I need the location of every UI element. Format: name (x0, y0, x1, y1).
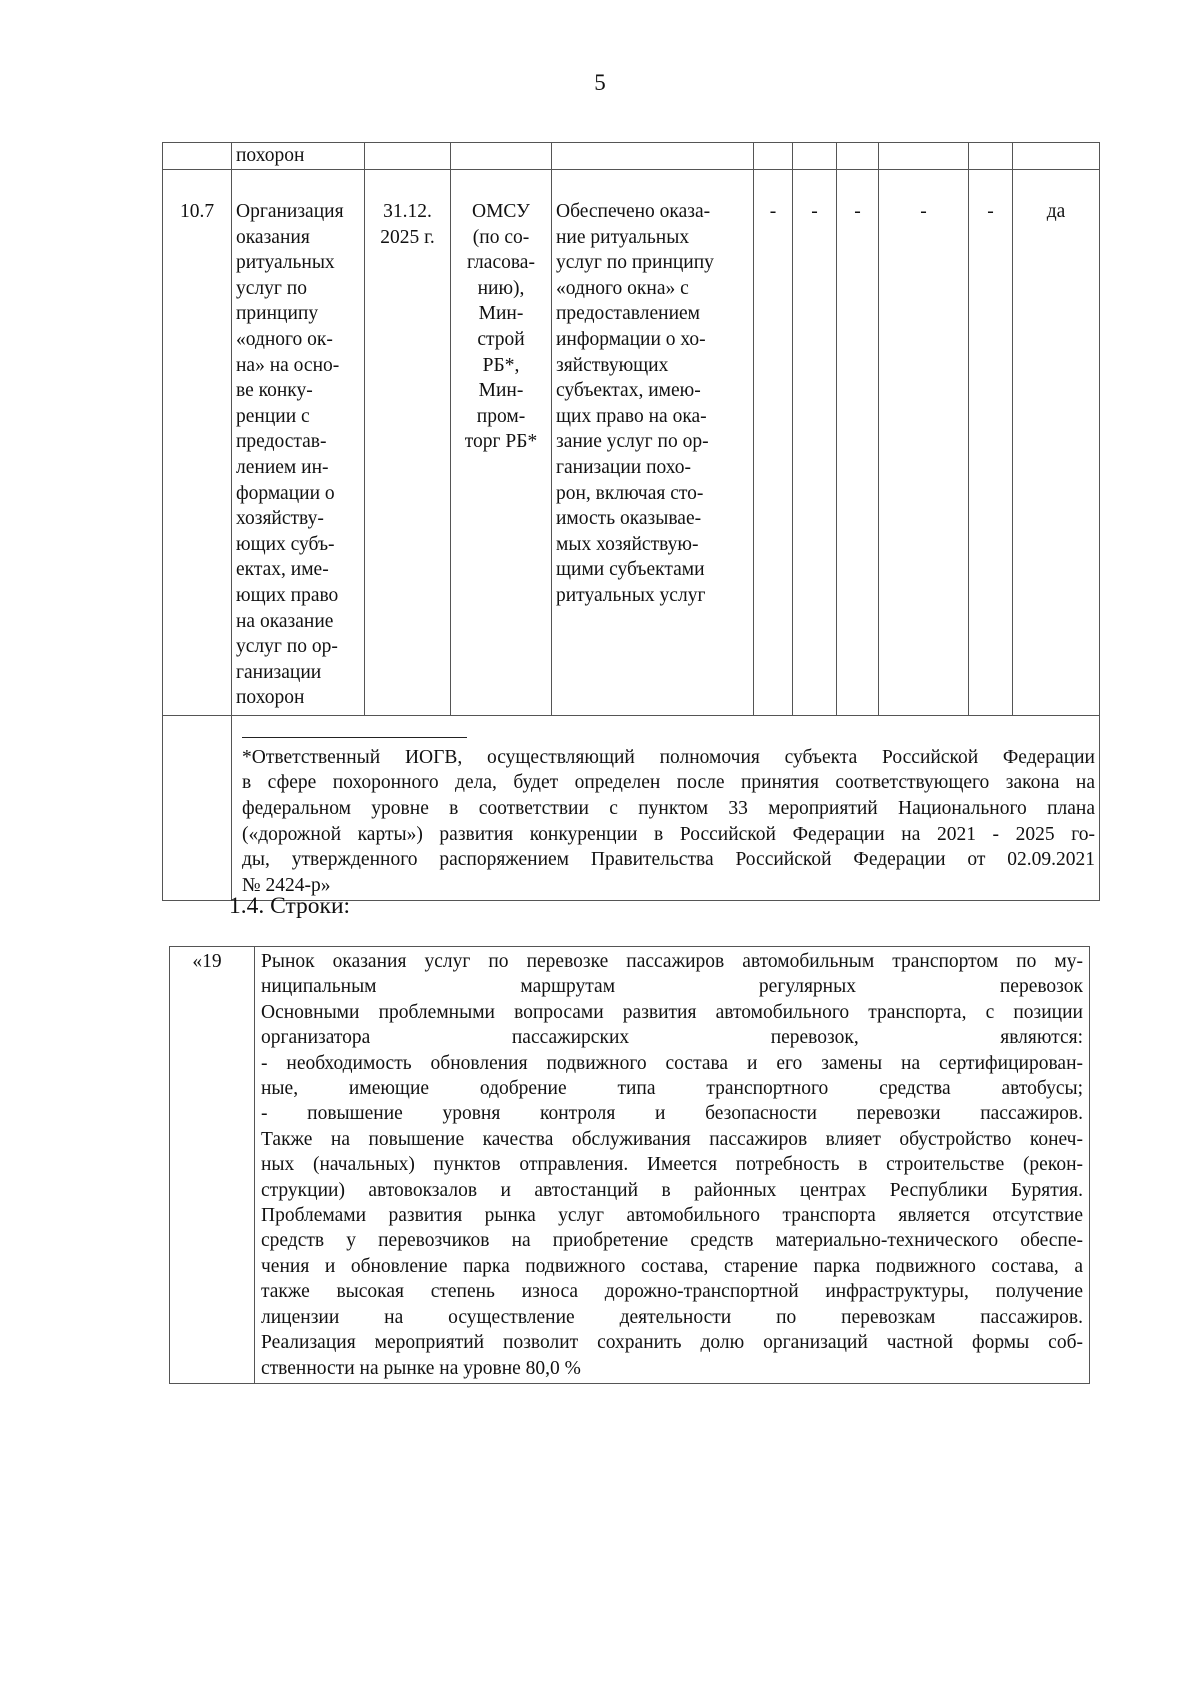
text-line: *Ответственный ИОГВ, осуществляющий полномочия субъекта Российской Федерации (242, 746, 1095, 768)
text-line: Рынок оказания услуг по перевозке пассажиров автомобильным транспортом по му- (261, 951, 1083, 972)
text-line: Основными проблемными вопросами развития автомобильного транспорта, с позиции (261, 1001, 1083, 1023)
text-line: струкции) автовокзалов и автостанций в районных центрах Республики Бурятия. (261, 1179, 1083, 1201)
text-line: («дорожной карты») развития конкуренции в Российской Федерации на 2021 - 2025 го- (242, 823, 1095, 845)
text-line: лением ин- (236, 456, 329, 478)
text-line: информации о хо- (556, 328, 706, 350)
text-line: ганизации похо- (556, 456, 692, 478)
rows-table (169, 946, 1090, 1384)
text-line: лицензии на осуществление деятельности по перевозкам пассажиров. (261, 1306, 1083, 1328)
text-line: Мин- (478, 380, 524, 402)
cell-result (552, 170, 754, 716)
cell-measure-name (232, 170, 365, 716)
table-row-19 (170, 947, 1090, 1384)
text-line: Проблемами развития рынка услуг автомобильного транспорта является отсутствие (261, 1205, 1083, 1227)
text-line: РБ*, (482, 354, 520, 376)
cell-deadline (365, 170, 451, 716)
cell-value-5: - (969, 170, 1013, 716)
text-line: ние ритуальных (556, 226, 690, 248)
text-line: 2025 г. (380, 226, 435, 248)
cell-row-number: «19 (170, 947, 255, 1384)
footnote-row (163, 715, 1100, 901)
measures-table (162, 142, 1100, 901)
text-line: ренции с (236, 405, 310, 427)
text-line: пром- (476, 405, 526, 427)
text-line: «одного окна» с (556, 277, 689, 299)
text-line: чения и обновление парка подвижного состава, старение парка подвижного состава, а (261, 1255, 1083, 1277)
text-line: ритуальных услуг (556, 584, 706, 606)
text-line: ды, утвержденного распоряжением Правительства Российской Федерации от 02.09.2021 (242, 849, 1095, 871)
text-line: нию), (477, 277, 525, 299)
table-row (163, 143, 1100, 170)
text-line: на оказание (236, 610, 334, 632)
text-line: - необходимость обновления подвижного состава и его замены на сертифицирован- (261, 1052, 1083, 1074)
text-line: мых хозяйствую- (556, 533, 699, 555)
cell-name-cont: похорон (232, 143, 365, 170)
text-line: услуг по ор- (236, 636, 338, 658)
cell-value-4: - (879, 170, 969, 716)
text-line: рон, включая сто- (556, 482, 704, 504)
text-line: услуг по (236, 277, 307, 299)
cell-value-3: - (837, 170, 879, 716)
text-line: Организация (236, 201, 344, 222)
text-line: ганизации (236, 661, 322, 683)
text-line: ные, имеющие одобрение типа транспортного средства автобусы; (261, 1078, 1083, 1100)
text-line: № 2424-р» (242, 874, 331, 896)
table-row-10-7 (163, 170, 1100, 716)
text-line: на» на осно- (236, 354, 340, 376)
cell-value-1: - (754, 170, 793, 716)
text-line: ве конку- (236, 380, 313, 402)
footnote-separator (242, 737, 467, 738)
text-line: принципу (236, 303, 319, 325)
text-line: ОМСУ (472, 201, 530, 222)
text-line: гласова- (467, 252, 535, 274)
text-line: предоставлением (556, 303, 701, 325)
text-line: Реализация мероприятий позволит сохранить долю организаций частной формы соб- (261, 1332, 1083, 1354)
text-line: строй (477, 328, 525, 350)
text-line: - повышение уровня контроля и безопасности перевозки пассажиров. (261, 1103, 1083, 1125)
footnote-text (242, 745, 1095, 899)
text-line: ниципальным маршрутам регулярных перевозок (261, 976, 1083, 998)
text-line: предостав- (236, 431, 327, 453)
text-line: имость оказывае- (556, 508, 702, 530)
text-line: услуг по принципу (556, 252, 714, 274)
text-line: федеральном уровне в соответствии с пунктом 33 мероприятий Национального плана (242, 798, 1095, 820)
text-line: хозяйству- (236, 508, 324, 530)
text-line: Мин- (478, 303, 524, 325)
text-line: ственности на рынке на уровне 80,0 % (261, 1357, 581, 1379)
text-line: средств у перевозчиков на приобретение средств материально-технического обеспе- (261, 1230, 1083, 1252)
text-line: в сфере похоронного дела, будет определен после принятия соответствующего закона на (242, 772, 1095, 794)
text-line: ритуальных (236, 252, 335, 274)
text-line: 31.12. (383, 201, 432, 222)
text-line: торг РБ* (464, 431, 538, 453)
text-line: ющих право (236, 584, 339, 606)
cell-responsible (451, 170, 552, 716)
text-line: Также на повышение качества обслуживания пассажиров влияет обустройство конеч- (261, 1128, 1083, 1150)
section-heading: 1.4. Строки: (229, 893, 351, 919)
text-line: формации о (236, 482, 335, 504)
footnote-cell (232, 715, 1100, 901)
cell-value-2: - (793, 170, 837, 716)
text-line: субъектах, имею- (556, 380, 701, 402)
text-line: похорон (236, 687, 305, 709)
text-line: ных (начальных) пунктов отправления. Имеется потребность в строительстве (рекон- (261, 1154, 1083, 1176)
text-line: оказания (236, 226, 310, 248)
text-line: Обеспечено оказа- (556, 201, 711, 222)
text-line: также высокая степень износа дорожно-транспортной инфраструктуры, получение (261, 1281, 1083, 1303)
text-line: «одного ок- (236, 328, 333, 350)
cell-market-description (255, 947, 1090, 1384)
text-line: зание услуг по ор- (556, 431, 709, 453)
page-number: 5 (594, 70, 606, 95)
text-line: ектах, име- (236, 559, 329, 581)
text-line: щими субъектами (556, 559, 705, 581)
cell-value-6: да (1013, 170, 1100, 716)
text-line: зяйствующих (556, 354, 669, 376)
cell-number: 10.7 (163, 170, 232, 716)
text-line: ющих субъ- (236, 533, 335, 555)
text-line: (по со- (472, 226, 530, 248)
text-line: организатора пассажирских перевозок, являются: (261, 1027, 1083, 1049)
text-line: щих право на ока- (556, 405, 707, 427)
